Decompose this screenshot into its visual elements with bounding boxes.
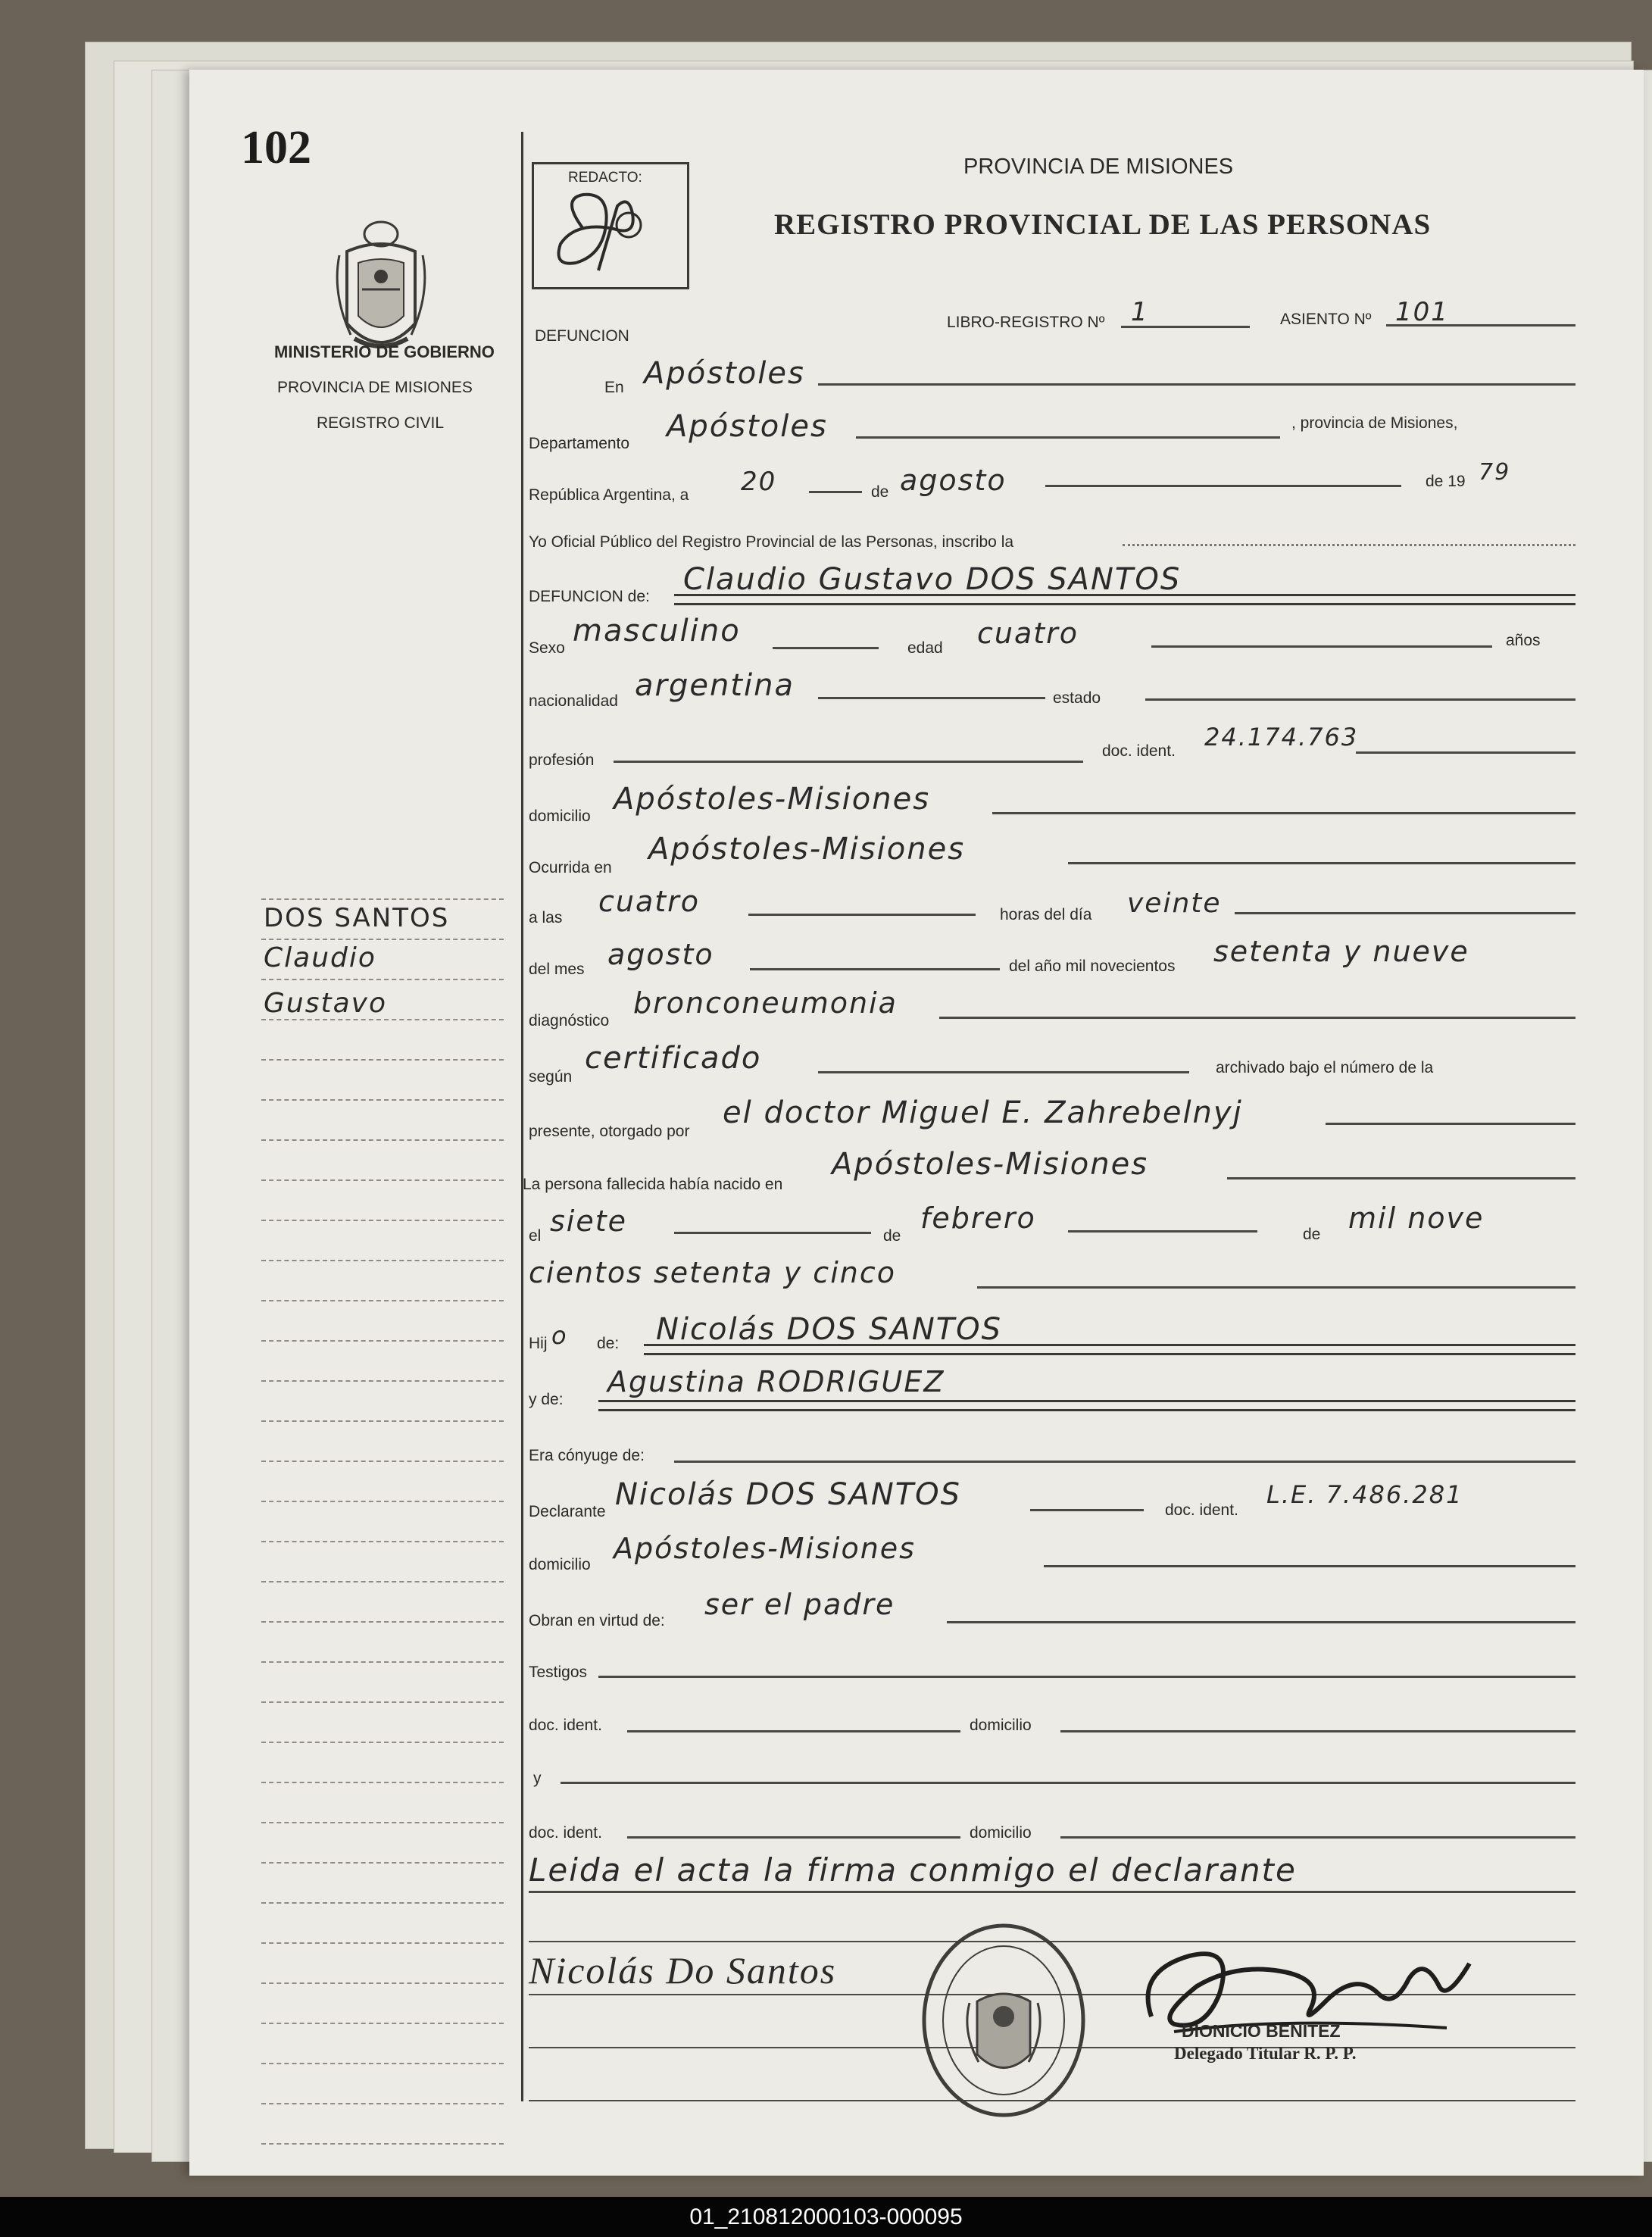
date-month: agosto [900,464,1007,497]
declarante-domicilio-value: Apóstoles-Misiones [614,1532,916,1565]
sexo-label: Sexo [529,639,565,657]
testigo1-doc-line [627,1730,960,1732]
nacido-label: La persona fallecida había nacido en [523,1176,783,1193]
margin-rule [261,1782,504,1783]
margin-rule [261,1420,504,1422]
margin-rule [261,979,504,980]
asiento-line [1386,324,1575,326]
ocurrida-value: Apóstoles-Misiones [648,832,966,867]
birth-day-line [674,1232,871,1234]
obran-label: Obran en virtud de: [529,1612,665,1629]
libro-line [1121,326,1250,328]
mother-line [598,1409,1575,1411]
presente-line [1326,1123,1575,1125]
officer-title: Delegado Titular R. P. P. [1174,2044,1357,2063]
date-year-value: 79 [1479,459,1511,486]
libro-value: 1 [1131,297,1149,327]
domicilio-line [992,812,1575,814]
image-code-footer: 01_210812000103-000095 [0,2197,1652,2237]
sexo-line [773,647,879,649]
margin-rule [261,1902,504,1904]
birth-day: siete [550,1204,628,1238]
margin-rule [261,1942,504,1944]
edad-line [1151,645,1492,648]
register-page [189,70,1644,2176]
margin-rule [261,1742,504,1743]
testigo1-dom-label: domicilio [970,1717,1032,1734]
margin-note-surname: DOS SANTOS [264,903,450,933]
margin-note-middle-name: Gustavo [264,988,387,1019]
margin-rule [261,1099,504,1101]
y-label: y [533,1770,542,1787]
margin-rule [261,1019,504,1020]
ministry-label: MINISTERIO DE GOBIERNO [274,342,495,361]
mes-value: agosto [607,938,714,971]
defuncion-line [674,603,1575,605]
asiento-label: ASIENTO Nº [1280,311,1372,328]
dia-value: veinte [1127,888,1222,919]
doc-ident-line [1356,751,1575,754]
ocurrida-line [1068,862,1575,864]
en-label: En [604,379,624,396]
margin-rule [261,898,504,900]
estado-label: estado [1053,689,1101,707]
y-de-label: y de: [529,1391,564,1408]
el-label: el [529,1227,542,1245]
birth-month: febrero [920,1201,1036,1235]
page-number: 102 [241,122,311,173]
margin-rule [261,2103,504,2104]
birth-de-label-2: de [1303,1226,1321,1243]
segun-line [818,1071,1189,1073]
margin-rule [261,1661,504,1663]
birth-de-label-1: de [883,1227,901,1245]
presente-label: presente, otorgado por [529,1123,690,1140]
declarante-name: Nicolás DOS SANTOS [615,1477,962,1512]
en-value: Apóstoles [644,356,805,391]
obran-value: ser el padre [704,1588,895,1621]
margin-rule [261,1380,504,1382]
archivado-label: archivado bajo el número de la [1216,1059,1434,1076]
margin-rule [261,1220,504,1221]
declarante-label: Declarante [529,1503,606,1520]
testigo1-doc-label: doc. ident. [529,1717,602,1734]
margin-rule [261,1541,504,1542]
estado-line [1145,698,1575,701]
margin-rule [261,2063,504,2064]
hora-value: cuatro [598,885,701,918]
nacionalidad-value: argentina [635,668,795,703]
closing-statement: Leida el acta la firma conmigo el declarante [529,1851,1297,1889]
left-province-label: PROVINCIA DE MISIONES [277,379,473,396]
defuncion-type-label: DEFUNCION [535,327,629,345]
declarante-line [1030,1509,1144,1511]
registry-heading: REGISTRO PROVINCIAL DE LAS PERSONAS [774,208,1432,241]
oficial-line [1123,544,1575,546]
margin-rule [261,1300,504,1301]
margin-divider [521,132,523,2101]
margin-rule [261,1862,504,1864]
redacto-label: REDACTO: [568,170,642,186]
testigo2-doc-label: doc. ident. [529,1824,602,1842]
hijo-label: Hij [529,1335,548,1352]
profesion-line [614,761,1083,763]
margin-rule [261,1501,504,1502]
oficial-statement: Yo Oficial Público del Registro Provincial de las Personas, inscribo la [529,533,1014,551]
margin-rule [261,939,504,940]
margin-rule [261,1179,504,1181]
declarante-domicilio-label: domicilio [529,1556,591,1573]
birth-year-part1: mil nove [1348,1201,1485,1235]
mes-line [750,968,1000,970]
date-year-label: de 19 [1426,473,1466,490]
defuncion-de-label: DEFUNCION de: [529,588,650,605]
dia-line [1235,912,1575,914]
obran-line [947,1621,1575,1623]
margin-rule [261,2023,504,2024]
edad-value: cuatro [977,617,1079,650]
nacionalidad-label: nacionalidad [529,692,618,710]
margin-rule [261,1822,504,1823]
doc-ident-value: 24.174.763 [1204,723,1359,751]
testigo2-doc-line [627,1836,960,1839]
margin-rule [261,1139,504,1141]
margin-rule [261,1461,504,1462]
redacto-initials-mark [538,183,682,282]
domicilio-value: Apóstoles-Misiones [614,782,931,817]
date-de-label: de [871,483,889,501]
margin-rule [261,1340,504,1342]
diagnostico-label: diagnóstico [529,1012,610,1029]
margin-rule [261,2143,504,2145]
departamento-value: Apóstoles [667,409,828,444]
anos-label: años [1506,632,1541,649]
conyuge-line [674,1461,1575,1463]
libro-label: LIBRO-REGISTRO Nº [947,314,1105,331]
testigo2-line [561,1782,1575,1784]
defuncion-line [674,594,1575,596]
margin-rule [261,1260,504,1261]
departamento-line [856,436,1280,439]
testigo1-dom-line [1060,1730,1575,1732]
birth-year-part2: cientos setenta y cinco [529,1256,896,1289]
presente-value: el doctor Miguel E. Zahrebelnyj [723,1095,1243,1130]
republica-label: República Argentina, a [529,486,689,504]
a-las-label: a las [529,909,563,926]
day-line [809,491,862,493]
margin-rule [261,1059,504,1061]
margin-rule [261,1701,504,1703]
official-seal [917,1918,1091,2123]
testigo2-dom-line [1060,1836,1575,1839]
nacido-value: Apóstoles-Misiones [832,1147,1149,1182]
margin-rule [261,1621,504,1623]
margin-rule [261,1581,504,1582]
hora-line [748,914,976,916]
closing-line [529,1891,1575,1893]
provincia-suffix: , provincia de Misiones, [1291,414,1458,432]
testigos-label: Testigos [529,1664,588,1681]
mother-line [598,1400,1575,1402]
officer-name: DIONICIO BENITEZ [1182,2021,1341,2041]
nacionalidad-line [818,697,1045,699]
diagnostico-value: bronconeumonia [633,986,898,1020]
declarant-signature: Nicolás Do Santos [529,1949,837,1992]
declarante-domicilio-line [1044,1565,1575,1567]
profesion-label: profesión [529,751,595,769]
mother-name: Agustina RODRIGUEZ [607,1365,945,1398]
nacido-line [1227,1177,1575,1179]
hijo-de-label: de: [597,1335,620,1352]
diagnostico-line [939,1017,1575,1019]
testigos-line [598,1676,1575,1678]
ano-value: setenta y nueve [1213,935,1469,968]
margin-note-first-name: Claudio [264,942,376,973]
month-line [1045,485,1401,487]
father-name: Nicolás DOS SANTOS [656,1312,1003,1347]
en-line [818,383,1575,386]
declarante-doc-label: doc. ident. [1165,1501,1238,1519]
horas-dia-label: horas del día [1000,906,1092,923]
sexo-value: masculino [573,614,741,648]
father-line [644,1344,1575,1346]
father-line [644,1353,1575,1355]
doc-ident-label: doc. ident. [1102,742,1176,760]
date-day: 20 [741,467,777,497]
conyuge-label: Era cónyuge de: [529,1447,645,1464]
birth-year-line [977,1286,1575,1289]
asiento-value: 101 [1395,297,1449,327]
coat-of-arms-emblem [332,210,430,392]
segun-value: certificado [585,1041,762,1076]
civil-registry-label: REGISTRO CIVIL [317,414,445,432]
del-mes-label: del mes [529,961,585,978]
birth-month-line [1068,1230,1257,1233]
province-heading: PROVINCIA DE MISIONES [963,155,1234,179]
del-ano-label: del año mil novecientos [1009,958,1176,975]
departamento-label: Departamento [529,435,630,452]
testigo2-dom-label: domicilio [970,1824,1032,1842]
hijo-suffix: o [551,1321,568,1350]
deceased-name: Claudio Gustavo DOS SANTOS [683,562,1182,597]
segun-label: según [529,1068,573,1086]
declarante-doc-value: L.E. 7.486.281 [1266,1480,1463,1509]
ocurrida-label: Ocurrida en [529,859,612,876]
edad-label: edad [907,639,943,657]
margin-rule [261,1982,504,1984]
domicilio-label: domicilio [529,808,591,825]
